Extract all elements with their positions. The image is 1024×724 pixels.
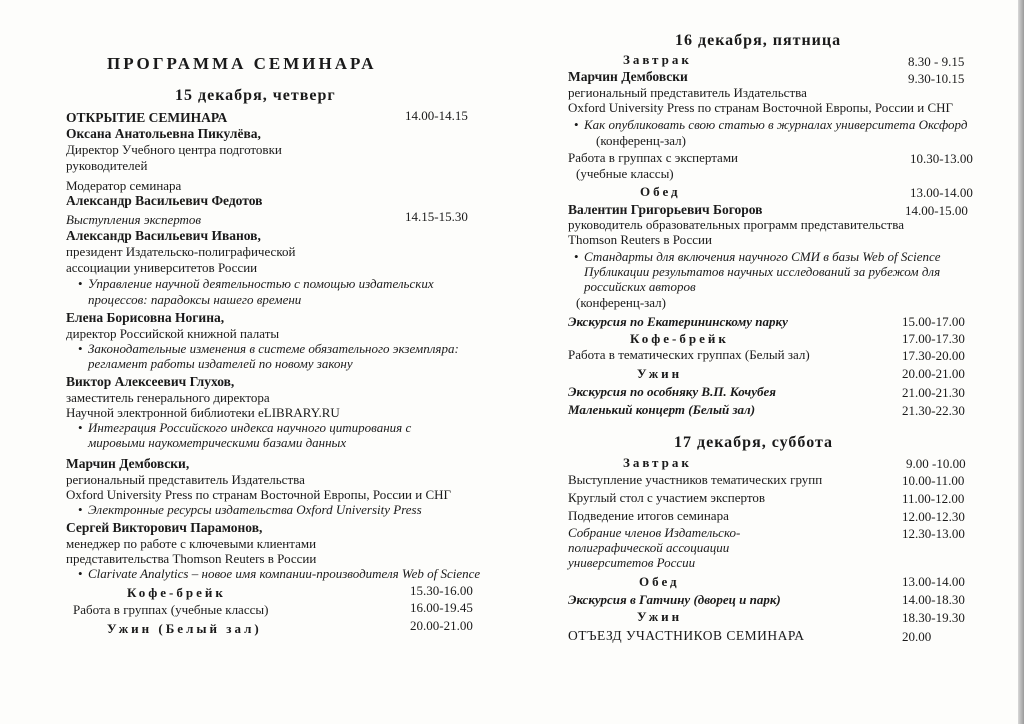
experts-time: 14.15-15.30 (405, 209, 468, 224)
group-work-time: 10.30-13.00 (910, 151, 973, 166)
program-title: ПРОГРАММА СЕМИНАРА (107, 54, 377, 73)
excursion-time: 14.00-18.30 (902, 592, 965, 607)
experts-label: Выступления экспертов (66, 212, 202, 227)
dinner-time: 20.00-21.00 (410, 618, 473, 633)
speaker-role: Oxford University Press по странам Восточной Европы, России и СНГ (568, 100, 954, 115)
lunch-time: 13.00-14.00 (902, 574, 965, 589)
speaker-role: Thomson Reuters в России (568, 232, 712, 247)
departure-label: ОТЪЕЗД УЧАСТНИКОВ СЕМИНАРА (568, 628, 805, 643)
talk-topic: • Clarivate Analytics – новое имя компании-производителя Web of Science (88, 567, 480, 581)
page-edge-shadow (1018, 0, 1024, 724)
speaker-role: ассоциации университетов России (66, 260, 258, 275)
lunch-label: Обед (640, 184, 681, 199)
agenda-item: Собрание членов Издательско- (568, 525, 741, 540)
concert-time: 21.30-22.30 (902, 403, 965, 418)
agenda-time: 10.00-11.00 (902, 473, 965, 488)
agenda-item: Подведение итогов семинара (568, 508, 729, 523)
speaker-role: представительства Thomson Reuters в России (66, 551, 317, 566)
agenda-time: 11.00-12.00 (902, 491, 965, 506)
opening-label: ОТКРЫТИЕ СЕМИНАРА (66, 110, 228, 125)
coffee-break-time: 15.30-16.00 (410, 583, 473, 598)
excursion-label: Экскурсия по особняку В.П. Кочубея (568, 384, 776, 399)
agenda-time: 12.00-12.30 (902, 509, 965, 524)
group-work-time: 17.30-20.00 (902, 348, 965, 363)
speaker-name: Валентин Григорьевич Богоров (568, 202, 763, 217)
speaker-role: директор Российской книжной палаты (66, 326, 280, 341)
talk-topic: мировыми наукометрическими базами данных (88, 435, 347, 450)
breakfast-label: Завтрак (623, 52, 692, 67)
day-17-title: 17 декабря, суббота (674, 434, 834, 451)
talk-topic: российских авторов (584, 279, 696, 294)
group-work-label: Работа в тематических группах (Белый зал) (568, 347, 810, 362)
excursion-label: Экскурсия в Гатчину (дворец и парк) (568, 592, 781, 607)
coffee-break-time: 17.00-17.30 (902, 331, 965, 346)
lunch-label: Обед (639, 574, 680, 589)
excursion-label: Экскурсия по Екатерининскому парку (568, 314, 788, 329)
coffee-break-label: Кофе-брейк (630, 331, 729, 346)
speaker-name: Сергей Викторович Парамонов, (66, 520, 263, 535)
breakfast-label: Завтрак (623, 455, 692, 470)
speaker-role: руководителей (66, 158, 148, 173)
speaker-role: менеджер по работе с ключевыми клиентами (66, 536, 317, 551)
speaker-name: Оксана Анатольевна Пикулёва, (66, 126, 261, 141)
speaker-name: Марчин Дембовски, (66, 456, 190, 471)
agenda-item: университетов России (568, 555, 696, 570)
lunch-time: 13.00-14.00 (910, 185, 973, 200)
dinner-label: Ужин (637, 609, 683, 624)
speaker-role: Директор Учебного центра подготовки (66, 142, 282, 157)
agenda-item: Выступление участников тематических групп (568, 472, 823, 487)
talk-time: 14.00-15.00 (905, 203, 968, 218)
dinner-label: Ужин (637, 366, 683, 381)
agenda-item: Круглый стол с участием экспертов (568, 490, 765, 505)
agenda-item: полиграфической ассоциации (568, 540, 730, 555)
speaker-role: руководитель образовательных программ представительства (568, 217, 904, 232)
group-work-label: Работа в группах с экспертами (568, 150, 738, 165)
talk-topic: • Стандарты для включения научного СМИ в базы Web of Science (584, 250, 941, 264)
excursion-time: 21.00-21.30 (902, 385, 965, 400)
day-15-title: 15 декабря, четверг (175, 87, 336, 104)
dinner-label: Ужин (Белый зал) (107, 621, 262, 636)
speaker-role: президент Издательско-полиграфической (66, 244, 296, 259)
departure-time: 20.00 (902, 629, 932, 644)
dinner-time: 20.00-21.00 (902, 366, 965, 381)
speaker-name: Александр Васильевич Иванов, (66, 228, 261, 243)
concert-label: Маленький концерт (Белый зал) (568, 402, 756, 417)
moderator-name: Александр Васильевич Федотов (66, 193, 263, 208)
speaker-role: региональный представитель Издательства (568, 85, 807, 100)
talk-topic: • Как опубликовать свою статью в журналах университета Оксфорд (584, 118, 967, 132)
moderator-label: Модератор семинара (66, 178, 182, 193)
excursion-time: 15.00-17.00 (902, 314, 965, 329)
coffee-break-label: Кофе-брейк (127, 585, 226, 600)
talk-topic: Публикации результатов научных исследований за рубежом для (584, 264, 941, 279)
breakfast-time: 8.30 - 9.15 (908, 54, 965, 69)
speaker-role: Научной электронной библиотеки eLIBRARY.RU (66, 405, 340, 420)
speaker-name: Елена Борисовна Ногина, (66, 310, 225, 325)
talk-time: 9.30-10.15 (908, 71, 965, 86)
talk-topic: • Законодательные изменения в системе обязательного экземпляра: (88, 342, 459, 356)
dinner-time: 18.30-19.30 (902, 610, 965, 625)
venue-label: (конференц-зал) (596, 133, 686, 148)
talk-topic: • Интеграция Российского индекса научного цитирования с (88, 421, 411, 435)
day-16-title: 16 декабря, пятница (675, 32, 842, 49)
speaker-role: Oxford University Press по странам Восточной Европы, России и СНГ (66, 487, 452, 502)
speaker-name: Виктор Алексеевич Глухов, (66, 374, 235, 389)
talk-topic: регламент работы издателей по новому закону (88, 356, 353, 371)
speaker-role: региональный представитель Издательства (66, 472, 305, 487)
opening-time: 14.00-14.15 (405, 108, 468, 123)
venue-label: (учебные классы) (576, 166, 674, 181)
group-work-time: 16.00-19.45 (410, 600, 473, 615)
talk-topic: • Электронные ресурсы издательства Oxford University Press (88, 503, 422, 517)
breakfast-time: 9.00 -10.00 (906, 456, 966, 471)
venue-label: (конференц-зал) (576, 295, 666, 310)
speaker-role: заместитель генерального директора (66, 390, 270, 405)
talk-topic: процессов: парадоксы нашего времени (88, 292, 302, 307)
talk-topic: • Управление научной деятельностью с помощью издательских (88, 277, 434, 291)
agenda-time: 12.30-13.00 (902, 526, 965, 541)
group-work-label: Работа в группах (учебные классы) (73, 602, 269, 617)
speaker-name: Марчин Дембовски (568, 69, 688, 84)
